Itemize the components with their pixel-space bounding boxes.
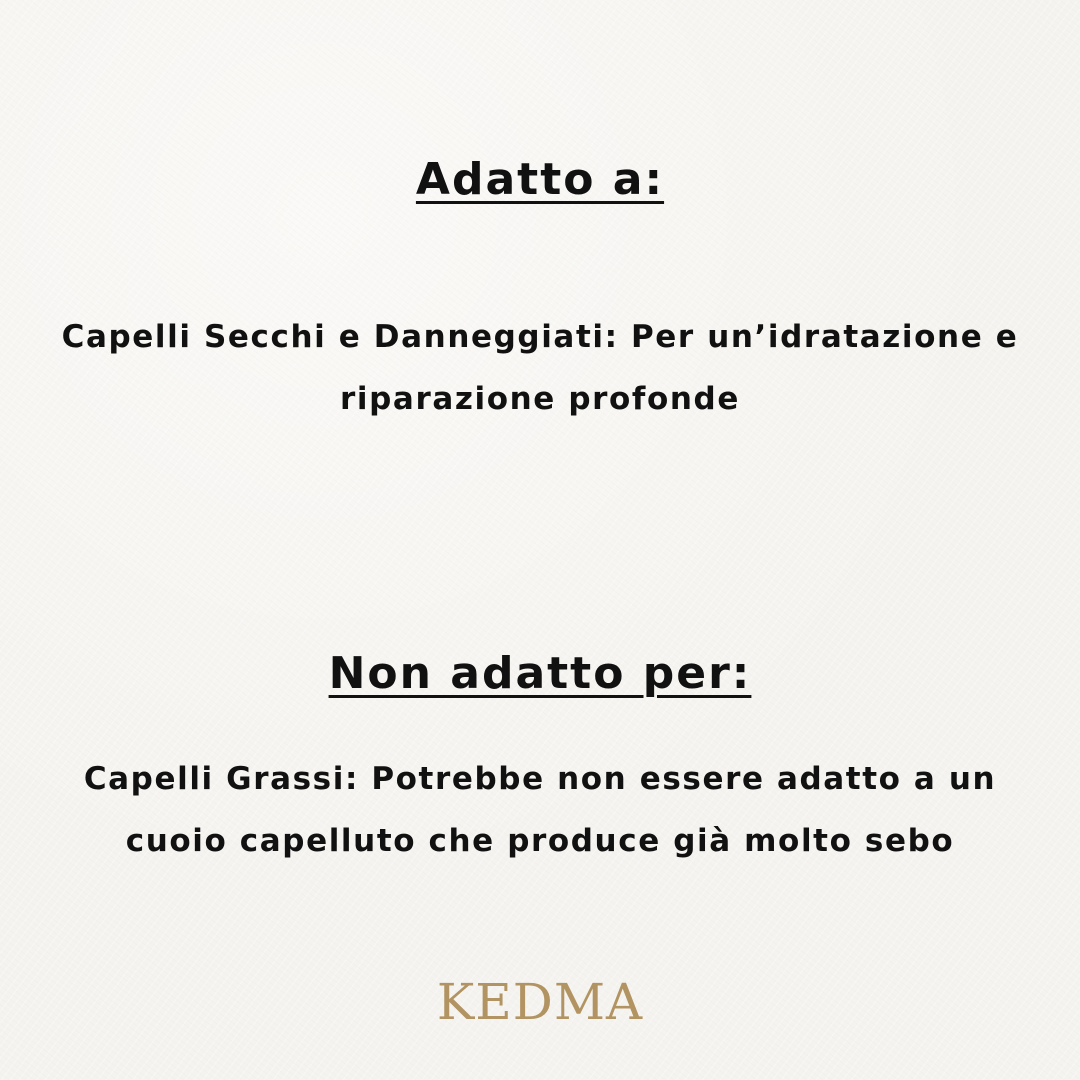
- unsuitable-heading: Non adatto per:: [328, 648, 752, 699]
- suitable-description: [10, 306, 1070, 430]
- unsuitable-description-line-2: cuoio capelluto che produce già molto sebo: [125, 823, 955, 859]
- unsuitable-description: [10, 748, 1070, 872]
- unsuitable-description-line-1: Capelli Grassi: Potrebbe non essere adatto a un: [83, 761, 997, 797]
- suitable-heading: Adatto a:: [415, 154, 665, 205]
- suitable-description-line-2: riparazione profonde: [340, 381, 740, 417]
- suitable-description-line-1: Capelli Secchi e Danneggiati: Per un’idratazione e: [61, 319, 1019, 355]
- brand-logo: KEDMA: [436, 973, 644, 1031]
